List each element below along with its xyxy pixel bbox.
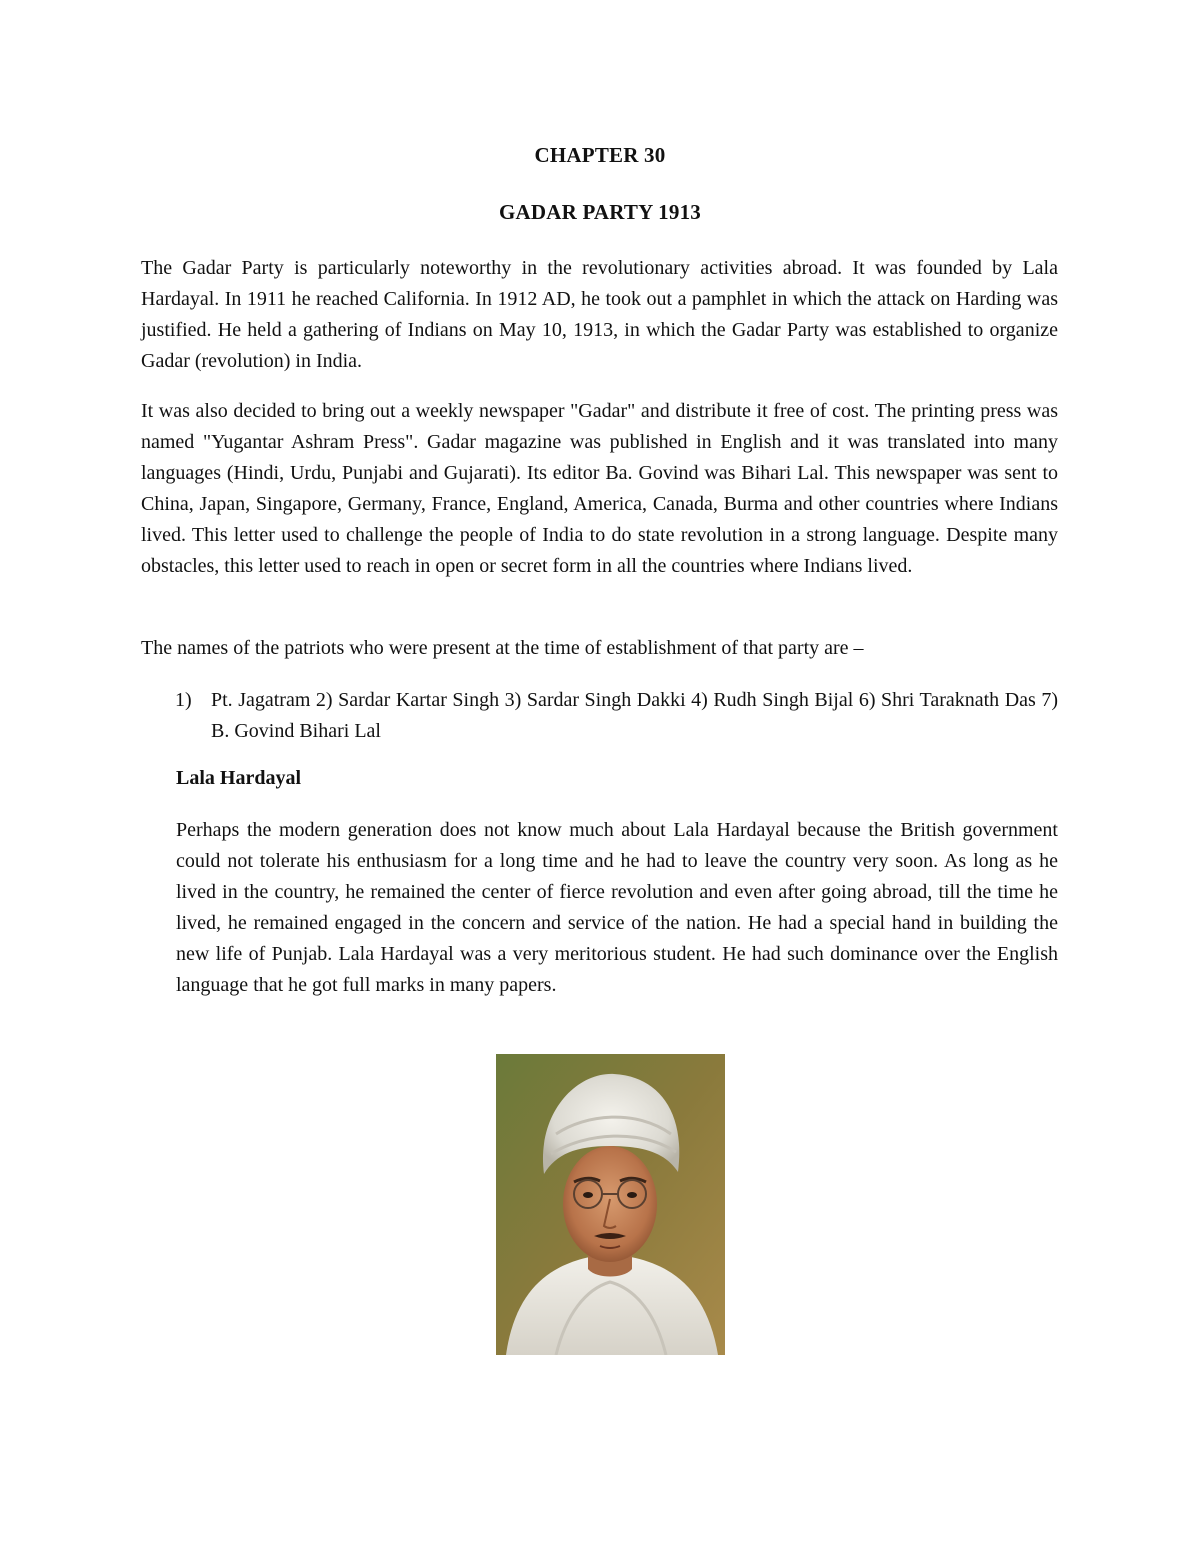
chapter-heading: CHAPTER 30 xyxy=(534,143,666,167)
paragraph-newspaper: It was also decided to bring out a weekly newspaper "Gadar" and distribute it free of cost. The printing press was named "Yugantar Ashram Press". Gadar magazine was published in English and it was translated into many languages (Hindi, Urdu, Punjabi and Gujarati). Its editor Ba. Govind was Bihari Lal. This newspaper was sent to China, Japan, Singapore, Germany, France, England, America, Canada, Burma and other countries where Indians lived. This letter used to challenge the people of India to do state revolution in a strong language. Despite many obstacles, this letter used to reach in open or secret form in all the countries where Indians lived. xyxy=(141,400,1058,577)
chapter-title: GADAR PARTY 1913 xyxy=(499,200,701,224)
list-number: 1) xyxy=(175,689,192,711)
list-item: Pt. Jagatram 2) Sardar Kartar Singh 3) Sardar Singh Dakki 4) Rudh Singh Bijal 6) Shri Taraknath Das 7) B. Govind Bihari Lal xyxy=(211,689,1058,742)
section-heading: Lala Hardayal xyxy=(176,767,302,789)
patriots-list xyxy=(141,685,1058,747)
paragraph-intro: The Gadar Party is particularly noteworthy in the revolutionary activities abroad. It was founded by Lala Hardayal. In 1911 he reached California. In 1912 AD, he took out a pamphlet in which the attack on Harding was justified. He held a gathering of Indians on May 10, 1913, in which the Gadar Party was established to organize Gadar (revolution) in India. xyxy=(141,257,1058,372)
portrait-image xyxy=(496,1054,725,1355)
paragraph-patriots-intro: The names of the patriots who were present at the time of establishment of that party are – xyxy=(141,637,864,659)
paragraph-biography: Perhaps the modern generation does not know much about Lala Hardayal because the British government could not tolerate his enthusiasm for a long time and he had to leave the country very soon. As long as he lived in the country, he remained the center of fierce revolution and even after going abroad, till the time he lived, he remained engaged in the concern and service of the nation. He had a special hand in building the new life of Punjab. Lala Hardayal was a very meritorious student. He had such dominance over the English language that he got full marks in many papers. xyxy=(176,819,1058,996)
